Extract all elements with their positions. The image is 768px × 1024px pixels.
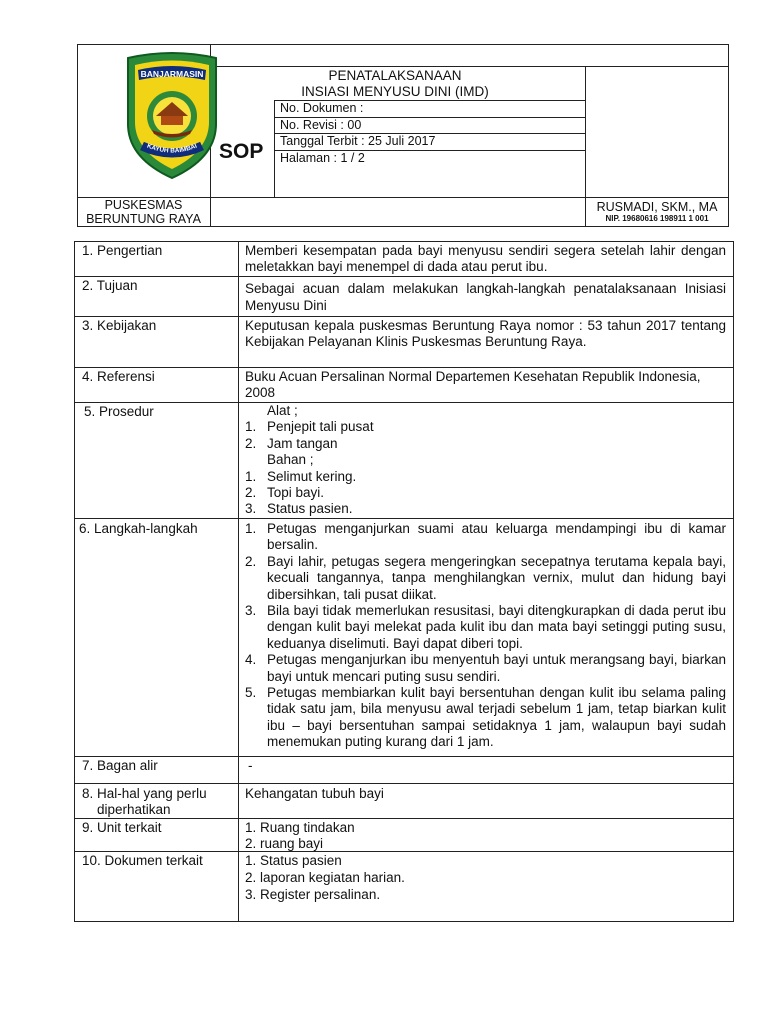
row-text-hal-hal: Kehangatan tubuh bayi [245, 786, 384, 801]
document-title-line1: PENATALAKSANAAN [328, 68, 462, 83]
row-label-hal-hal: 8. Hal-hal yang perlu [82, 786, 207, 801]
signer-name: RUSMADI, SKM., MA [596, 200, 718, 214]
row-text-bagan-alir: - [248, 758, 253, 773]
langkah-content [245, 521, 726, 751]
alat-item: 2. Jam tangan [245, 435, 338, 451]
signer-nip: NIP. 19680616 198911 1 001 [605, 214, 709, 223]
row-label-dokumen-terkait: 10. Dokumen terkait [82, 853, 203, 868]
unit-terkait-item: 1. Ruang tindakan [245, 820, 355, 835]
banjarmasin-emblem-logo [122, 50, 222, 184]
alat-item: 1. Penjepit tali pusat [245, 419, 374, 435]
document-title-line2: INSIASI MENYUSU DINI (IMD) [301, 84, 489, 99]
row-label-tujuan: 2. Tujuan [82, 278, 138, 293]
prosedur-content [245, 403, 726, 518]
row-label-kebijakan: 3. Kebijakan [82, 318, 157, 333]
langkah-step: 5. Petugas membiarkan kulit bayi bersentuhan dengan kulit ibu selama paling tidak satu jam, bila menyusu awal terjadi sebelum 1 jam, tetap biarkan kulit ibu – bayi bersentuhan sampai setidaknya 1 jam, walaupun bayi sudah menemukan puting kurang dari 1 jam. [245, 685, 726, 750]
row-text-kebijakan: Keputusan kepala puskesmas Beruntung Raya nomor : 53 tahun 2017 tentang Kebijakan Pelayanan Klinis Puskesmas Beruntung Raya. [245, 318, 726, 350]
org-name-line2: BERUNTUNG RAYA [86, 212, 201, 226]
bahan-heading: Bahan ; [267, 452, 314, 468]
dokumen-terkait-item: 1. Status pasien [245, 853, 342, 868]
row-label-referensi: 4. Referensi [82, 369, 155, 384]
alat-heading: Alat ; [267, 403, 298, 418]
langkah-step: 3. Bila bayi tidak memerlukan resusitasi, bayi ditengkurapkan di dada perut ibu dengan kulit bayi melekat pada kulit ibu dan mata bayi setinggi puting susu, keduanya diselimuti. Bayi dapat diberi topi. [245, 603, 726, 651]
row-label-unit-terkait: 9. Unit terkait [82, 820, 162, 835]
row-text-tujuan: Sebagai acuan dalam melakukan langkah-langkah penatalaksanaan Inisiasi Menyusu Dini [245, 281, 726, 313]
dokumen-terkait-item: 2. laporan kegiatan harian. [245, 870, 405, 885]
doc-field-nomor: No. Dokumen : [280, 101, 364, 115]
row-label-prosedur: 5. Prosedur [84, 404, 154, 419]
dokumen-terkait-item: 3. Register persalinan. [245, 887, 381, 902]
row-label-hal-hal-2: diperhatikan [97, 802, 171, 817]
doc-field-halaman: Halaman : 1 / 2 [280, 151, 365, 165]
org-name-line1: PUSKESMAS [104, 198, 183, 212]
doc-field-revisi: No. Revisi : 00 [280, 118, 362, 132]
row-text-pengertian: Memberi kesempatan pada bayi menyusu sendiri segera setelah lahir dengan meletakkan bayi menempel di dada atau perut ibu. [245, 243, 726, 275]
doc-field-tanggal: Tanggal Terbit : 25 Juli 2017 [280, 134, 436, 148]
logo-bottom-text: KAYUH BAIMBAI [145, 142, 199, 155]
row-label-bagan-alir: 7. Bagan alir [82, 758, 158, 773]
langkah-step: 1. Petugas menganjurkan suami atau keluarga mendampingi ibu di kamar bersalin. [245, 521, 726, 553]
row-label-pengertian: 1. Pengertian [82, 243, 163, 258]
logo-top-text: BANJARMASIN [140, 69, 204, 79]
row-text-referensi: Buku Acuan Persalinan Normal Departemen Kesehatan Republik Indonesia, 2008 [245, 369, 701, 401]
bahan-item: 1. Selimut kering. [245, 468, 357, 484]
langkah-step: 2. Bayi lahir, petugas segera mengeringkan secepatnya terutama kepala bayi, kecuali tangannya, tanpa menghilangkan vernix, mulut dan hidung bayi dibersihkan, tali pusat diikat. [245, 553, 726, 602]
langkah-step: 4. Petugas menganjurkan ibu menyentuh bayi untuk merangsang bayi, biarkan bayi untuk mencari puting susu sendiri. [245, 652, 726, 684]
bahan-item: 2. Topi bayi. [245, 485, 325, 501]
sop-label: SOP [219, 140, 264, 163]
unit-terkait-item: 2. ruang bayi [245, 836, 324, 851]
bahan-item: 3. Status pasien. [245, 501, 353, 517]
row-label-langkah: 6. Langkah-langkah [79, 521, 198, 536]
